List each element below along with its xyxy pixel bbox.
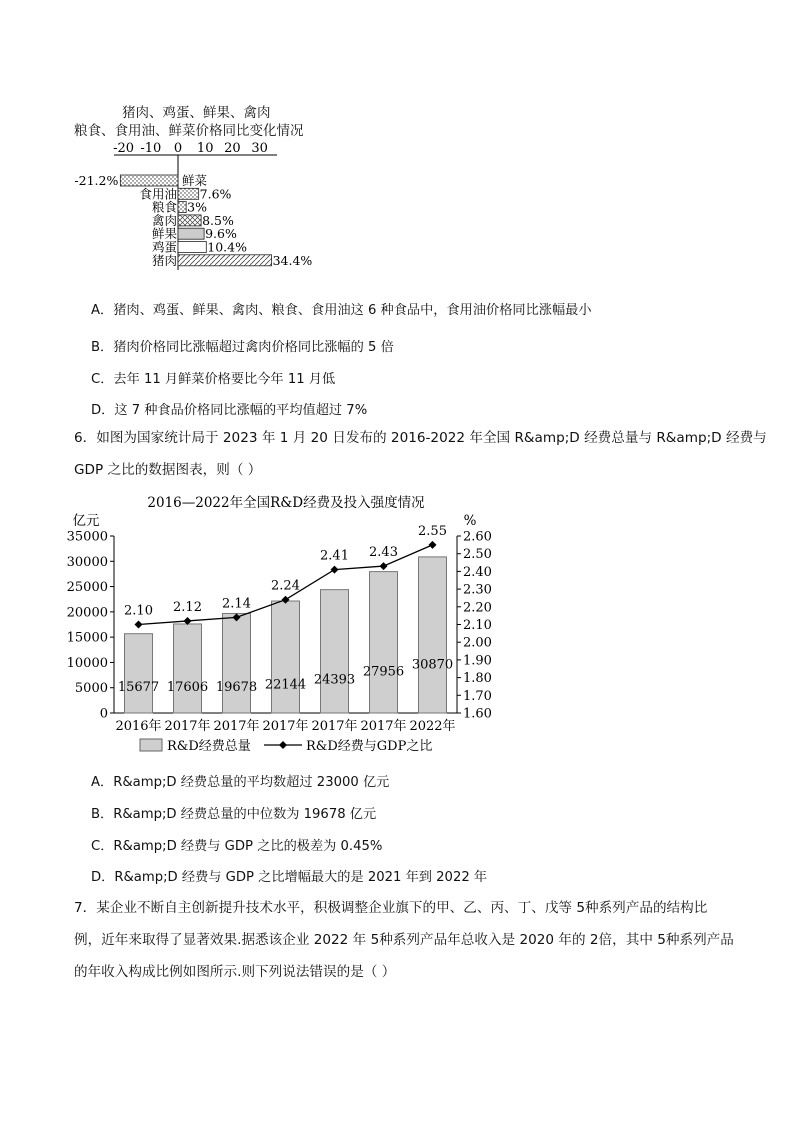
q6-option-d[interactable]: D．R&amp;D 经费与 GDP 之比增幅最大的是 2021 年到 2022 年 bbox=[91, 870, 488, 885]
chart1-category-label: 鸡蛋 bbox=[151, 239, 177, 255]
q5-option-b[interactable]: B．猪肉价格同比涨幅超过禽肉价格同比涨幅的 5 倍 bbox=[91, 340, 394, 355]
chart2-right-tick: 2.30 bbox=[463, 582, 492, 598]
legend-line-label: R&D经费与GDP之比 bbox=[306, 739, 433, 754]
chart2-line-marker bbox=[331, 566, 339, 574]
chart2-right-tick: 1.70 bbox=[463, 688, 492, 704]
chart1-title-line2: 粮食、食用油、鲜菜价格同比变化情况 bbox=[74, 123, 304, 139]
q6-option-c[interactable]: C．R&amp;D 经费与 GDP 之比的极差为 0.45% bbox=[91, 839, 383, 854]
chart1-value-label: 9.6% bbox=[205, 226, 237, 242]
chart2-line-value: 2.24 bbox=[271, 578, 300, 594]
chart2-left-unit: 亿元 bbox=[72, 513, 100, 529]
chart2-line-value: 2.12 bbox=[173, 599, 202, 615]
chart1-value-label: -21.2% bbox=[74, 173, 119, 188]
chart2-right-tick: 2.20 bbox=[463, 600, 492, 616]
chart1-tick-label: -20 bbox=[113, 141, 135, 156]
chart2-right-tick: 1.60 bbox=[463, 706, 492, 722]
chart2-line-value: 2.14 bbox=[222, 596, 251, 612]
q6-stem-line1: 6．如图为国家统计局于 2023 年 1 月 20 日发布的 2016-2022 年全国 R&amp;D 经费总量与 R&amp;D 经费与 bbox=[74, 430, 767, 446]
chart2-line-value: 2.43 bbox=[369, 545, 398, 561]
chart2-line-marker bbox=[380, 562, 388, 570]
chart2-line-value: 2.41 bbox=[320, 548, 349, 564]
chart2-bar-value: 15677 bbox=[117, 680, 160, 695]
chart2-bar bbox=[272, 601, 300, 713]
q5-option-a[interactable]: A．猪肉、鸡蛋、鲜果、禽肉、粮食、食用油这 6 种食品中，食用油价格同比涨幅最小 bbox=[91, 303, 592, 318]
chart2-right-unit: % bbox=[463, 513, 477, 529]
chart2-left-tick: 5000 bbox=[74, 681, 108, 697]
chart1-tick-label: 0 bbox=[173, 141, 183, 156]
chart1-value-label: 10.4% bbox=[207, 239, 248, 255]
chart2-bar bbox=[321, 590, 349, 713]
chart2-left-tick: 10000 bbox=[66, 655, 108, 671]
legend-line-marker bbox=[279, 741, 287, 749]
chart2-bar bbox=[419, 557, 447, 713]
chart2-bar-value: 24393 bbox=[313, 672, 356, 688]
q7-stem-line3: 的年收入构成比例如图所示.则下列说法错误的是（ ） bbox=[74, 964, 396, 980]
chart2-x-label: 2017年 bbox=[164, 719, 211, 734]
chart1-category-label: 粮食 bbox=[151, 199, 177, 215]
chart2-x-label: 2017年 bbox=[213, 719, 260, 734]
chart2-bar bbox=[370, 572, 398, 713]
chart2-right-tick: 1.80 bbox=[463, 671, 492, 687]
q6-option-a[interactable]: A．R&amp;D 经费总量的平均数超过 23000 亿元 bbox=[91, 775, 390, 790]
chart1-title-line1: 猪肉、鸡蛋、鲜果、禽肉 bbox=[122, 105, 271, 121]
chart1-category-label: 猪肉 bbox=[151, 252, 177, 268]
chart2-bar bbox=[174, 624, 202, 713]
chart1-tick-label: 10 bbox=[196, 141, 214, 156]
q5-option-c[interactable]: C．去年 11 月鲜菜价格要比今年 11 月低 bbox=[91, 372, 336, 387]
q7-stem-line2: 例，近年来取得了显著效果.据悉该企业 2022 年 5种系列产品年总收入是 2020 年的 2倍，其中 5种系列产品 bbox=[74, 932, 734, 948]
chart2-line-value: 2.55 bbox=[418, 523, 447, 539]
chart1-category-label: 鲜菜 bbox=[182, 173, 208, 188]
chart2-line-value: 2.10 bbox=[124, 603, 153, 619]
chart2-right-tick: 2.40 bbox=[463, 564, 492, 580]
chart2-bar bbox=[223, 613, 251, 713]
chart2-x-label: 2022年 bbox=[409, 719, 456, 734]
chart2-bar-value: 30870 bbox=[411, 657, 454, 673]
legend-bar-swatch bbox=[140, 739, 162, 751]
chart2-bar-value: 27956 bbox=[362, 664, 405, 680]
chart2-left-tick: 20000 bbox=[66, 605, 108, 621]
chart2-right-tick: 2.10 bbox=[463, 618, 492, 633]
chart1-value-label: 8.5% bbox=[202, 212, 234, 228]
chart1-tick-label: 20 bbox=[224, 141, 241, 156]
chart2-left-tick: 15000 bbox=[66, 630, 108, 646]
chart2-x-label: 2017年 bbox=[311, 719, 358, 734]
chart2-bar-value: 19678 bbox=[215, 680, 258, 695]
chart1-value-label: 34.4% bbox=[272, 252, 313, 268]
chart2-right-tick: 1.90 bbox=[463, 653, 492, 669]
chart1-tick-label: 30 bbox=[251, 141, 268, 156]
legend-bar-label: R&D经费总量 bbox=[167, 739, 251, 754]
chart1-category-label: 食用油 bbox=[139, 186, 177, 202]
chart2-title: 2016—2022年全国R&D经费及投入强度情况 bbox=[147, 495, 425, 511]
q6-option-b[interactable]: B．R&amp;D 经费总量的中位数为 19678 亿元 bbox=[91, 807, 377, 822]
chart2-line-marker bbox=[135, 621, 143, 629]
q5-option-d[interactable]: D．这 7 种食品价格同比涨幅的平均值超过 7% bbox=[91, 403, 368, 418]
chart2-x-label: 2016年 bbox=[115, 719, 162, 734]
chart2-left-tick: 25000 bbox=[66, 580, 108, 596]
chart1-value-label: 7.6% bbox=[199, 186, 232, 202]
chart2-bar bbox=[125, 634, 153, 713]
chart2-right-tick: 2.60 bbox=[463, 529, 492, 545]
chart2-left-tick: 0 bbox=[99, 706, 108, 722]
chart2-x-label: 2017年 bbox=[360, 719, 407, 734]
chart1-category-label: 鲜果 bbox=[151, 226, 177, 242]
chart1-category-label: 禽肉 bbox=[151, 212, 177, 228]
q6-stem-line2: GDP 之比的数据图表，则（ ） bbox=[74, 462, 262, 478]
chart2-x-label: 2017年 bbox=[262, 719, 309, 734]
chart2-line-marker bbox=[429, 541, 437, 549]
chart1-value-label: 3% bbox=[187, 199, 208, 215]
chart2-right-tick: 2.00 bbox=[463, 635, 492, 651]
chart1-tick-label: -10 bbox=[140, 141, 162, 156]
chart2-bar-value: 17606 bbox=[166, 680, 209, 695]
chart2-left-tick: 35000 bbox=[66, 529, 108, 545]
chart2-bar-value: 22144 bbox=[264, 677, 307, 693]
chart2-right-tick: 2.50 bbox=[463, 547, 492, 563]
chart2-left-tick: 30000 bbox=[66, 554, 108, 570]
q7-stem-line1: 7．某企业不断自主创新提升技术水平，积极调整企业旗下的甲、乙、丙、丁、戊等 5种系列产品的结构比 bbox=[74, 900, 708, 916]
